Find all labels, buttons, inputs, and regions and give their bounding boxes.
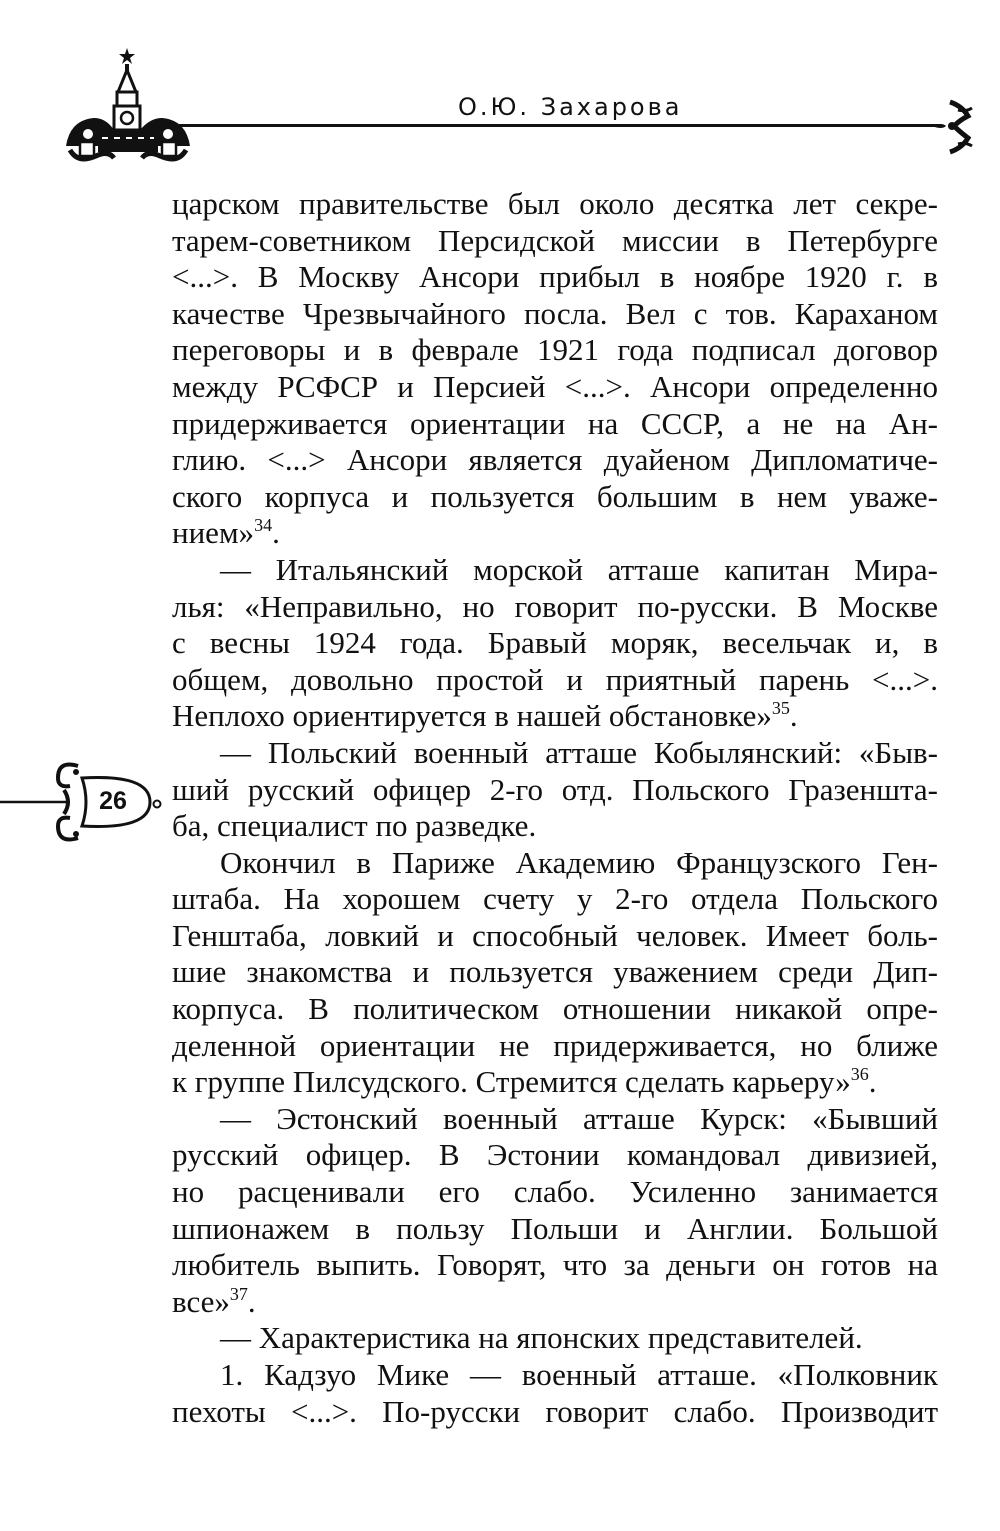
text-line-content: Окончил в Париже Академию Французского Ген- [220, 844, 938, 880]
text-line [172, 1284, 938, 1321]
text-line [172, 954, 938, 991]
text-line [172, 1137, 938, 1174]
text-line-content: <...>. В Москву Ансори прибыл в ноябре 1920 г. в [172, 259, 938, 295]
text-line [172, 223, 938, 260]
text-line [172, 589, 938, 626]
text-line [172, 186, 938, 223]
text-line [172, 515, 938, 552]
text-line-content: шие знакомства и пользуется уважением среди Дип- [172, 954, 938, 990]
page-number: 26 [99, 787, 127, 815]
scroll-flourish-ornament-icon [928, 96, 976, 158]
text-line-content: ший русский офицер 2-го отд. Польского Гразеншта- [172, 771, 938, 807]
text-line-content: все» [172, 1283, 230, 1319]
text-line [172, 296, 938, 333]
text-line [172, 1357, 938, 1394]
text-line-content: шпионажем в пользу Польши и Англии. Большой [172, 1210, 938, 1246]
text-line [172, 442, 938, 479]
footnote-ref[interactable]: 37 [229, 1283, 248, 1304]
page-number-ornament-icon [0, 744, 168, 852]
text-line-content: тарем-советником Персидской миссии в Петербурге [172, 222, 938, 258]
text-line-content: ского корпуса и пользуется большим в нем уваже- [172, 478, 938, 514]
text-line [172, 259, 938, 296]
text-line [172, 845, 938, 882]
text-line-content: лья: «Неправильно, но говорит по-русски. В Москве [172, 588, 938, 624]
text-line [172, 625, 938, 662]
text-line [172, 1174, 938, 1211]
text-line-content: Неплохо ориентируется в нашей обстановке» [172, 698, 772, 734]
text-line [172, 1320, 938, 1357]
kremlin-tower-ornament-icon [58, 46, 198, 168]
text-line-content: к группе Пилсудского. Стремится сделать карьеру» [172, 1064, 851, 1100]
text-line-content: Генштаба, ловкий и способный человек. Имеет боль- [172, 917, 938, 953]
running-head-author: О.Ю. Захарова [458, 93, 683, 121]
footnote-ref[interactable]: 35 [771, 698, 790, 719]
text-line-tail: . [868, 1064, 877, 1100]
text-line [172, 881, 938, 918]
text-line-tail: . [789, 698, 798, 734]
text-line [172, 918, 938, 955]
text-line-content: любитель выпить. Говорят, что за деньги он готов на [172, 1247, 938, 1283]
text-line-content: 1. Кадзуо Мике — военный атташе. «Полковник [220, 1357, 938, 1392]
text-line [172, 479, 938, 516]
text-line-content: между РСФСР и Персией <...>. Ансори определенно [172, 368, 938, 404]
text-line [172, 369, 938, 406]
text-line [172, 332, 938, 369]
text-line-content: — Характеристика на японских представителей. [220, 1320, 863, 1356]
text-line-content: царском правительстве был около десятка лет секре- [172, 186, 938, 221]
text-line [172, 808, 938, 845]
text-line [172, 735, 938, 772]
text-line [172, 991, 938, 1028]
text-line-content: корпуса. В политическом отношении никакой опре- [172, 991, 938, 1027]
text-line-content: качестве Чрезвычайного посла. Вел с тов. Караханом [172, 295, 938, 331]
text-line [172, 1101, 938, 1138]
body-text [172, 186, 938, 1430]
text-line [172, 698, 938, 735]
text-line-content: ба, специалист по разведке. [172, 808, 537, 844]
text-line-content: общем, довольно простой и приятный парень <...>. [172, 661, 938, 697]
text-line-content: русский офицер. В Эстонии командовал дивизией, [172, 1137, 938, 1173]
text-line-tail: . [272, 515, 280, 551]
text-line-content: придерживается ориентации на СССР, а не на Ан- [172, 405, 938, 441]
text-line [172, 772, 938, 809]
text-line-content: деленной ориентации не придерживается, но ближе [172, 1027, 938, 1063]
text-line-content: штаба. На хорошем счету у 2-го отдела Польского [172, 881, 938, 917]
text-line-content: глию. <...> Ансори является дуайеном Дипломатиче- [172, 442, 938, 478]
text-line [172, 1394, 938, 1431]
text-line-content: — Эстонский военный атташе Курск: «Бывший [220, 1100, 938, 1136]
text-line-content: нием» [172, 515, 255, 551]
text-line [172, 662, 938, 699]
footnote-ref[interactable]: 34 [254, 515, 273, 536]
text-line-content: — Польский военный атташе Кобылянский: «Быв- [220, 734, 938, 770]
text-line [172, 1028, 938, 1065]
text-line-content: с весны 1924 года. Бравый моряк, весельчак и, в [172, 625, 938, 661]
text-line-tail: . [247, 1283, 256, 1319]
text-line [172, 1064, 938, 1101]
text-line-content: пехоты <...>. По-русски говорит слабо. Производит [172, 1393, 938, 1429]
text-line-content: — Итальянский морской атташе капитан Мира- [220, 551, 938, 587]
text-line [172, 552, 938, 589]
text-line [172, 1211, 938, 1248]
text-line [172, 1247, 938, 1284]
text-line-content: переговоры и в феврале 1921 года подписал договор [172, 332, 938, 368]
footnote-ref[interactable]: 36 [850, 1064, 869, 1085]
header-rule [150, 124, 940, 127]
text-line [172, 406, 938, 443]
text-line-content: но расценивали его слабо. Усиленно занимается [172, 1174, 938, 1210]
